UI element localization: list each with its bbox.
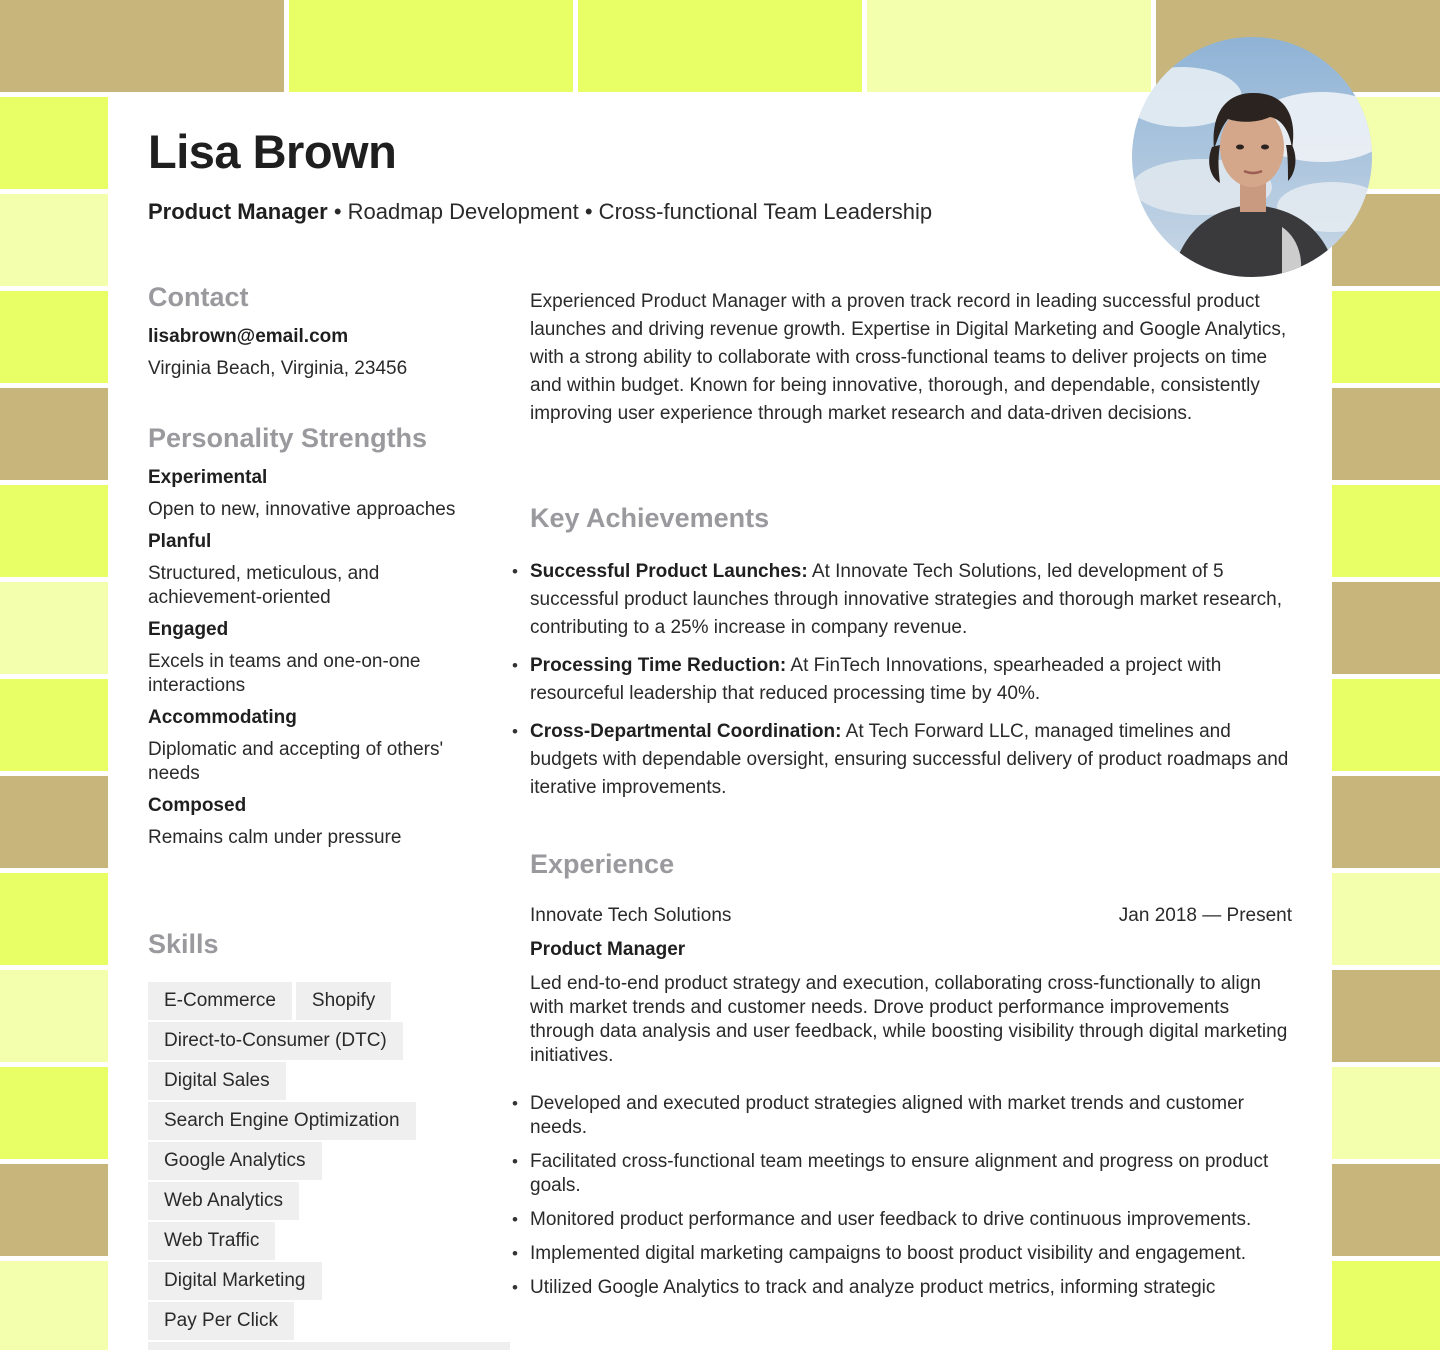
role-description: Led end-to-end product strategy and execution, collaborating cross-functionally to align with market trends and customer needs. Drove product performance improvements through data analysis and user feedback, while boosting visibility through digital marketing initiatives. (530, 973, 1288, 1066)
bg-tile (0, 1164, 108, 1256)
bg-tile (0, 1067, 108, 1159)
bg-tile (1332, 582, 1440, 674)
bg-tile (0, 291, 108, 383)
achievement-text: At FinTech Innovations, spearheaded a project with resourceful leadership that reduced processing time by 40%. (530, 655, 1222, 704)
profile-photo (1132, 37, 1372, 277)
strength-item (148, 794, 468, 850)
bg-tile (1332, 291, 1440, 383)
experience-bullet: • Implemented digital marketing campaigns to boost product visibility and engagement. (530, 1242, 1292, 1266)
candidate-name: Lisa Brown (148, 125, 397, 178)
strength-item (148, 618, 468, 698)
bg-tile (0, 388, 108, 480)
achievement-item (530, 558, 1292, 642)
achievement-text: At Innovate Tech Solutions, led development of 5 successful product launches through innovative strategies and thorough market research, contributing to a 25% increase in company revenue. (530, 561, 1282, 638)
experience-bullet: • Utilized Google Analytics to track and analyze product metrics, informing strategic (530, 1276, 1292, 1300)
job-title: Product Manager (148, 199, 328, 224)
strength-item (148, 530, 468, 610)
bg-tile (1332, 679, 1440, 771)
strength-title: Experimental (148, 467, 268, 488)
experience-bullet: • Facilitated cross-functional team meetings to ensure alignment and progress on product goals. (530, 1150, 1292, 1198)
skills-heading: Skills (148, 929, 219, 959)
bg-tile (0, 485, 108, 577)
achievement-title: Processing Time Reduction: (530, 655, 787, 676)
strength-desc: Remains calm under pressure (148, 827, 402, 848)
strength-item (148, 466, 468, 522)
employment-dates: Jan 2018 — Present (1118, 905, 1292, 926)
experience-header-row (530, 902, 1292, 930)
skill-chip: Google Analytics (148, 1142, 322, 1180)
skill-chip: Shopify (296, 982, 391, 1020)
strength-title: Accommodating (148, 707, 297, 728)
contact-heading: Contact (148, 282, 249, 312)
achievement-item (530, 718, 1292, 802)
bg-tile (0, 1261, 108, 1350)
experience-heading: Experience (530, 849, 675, 879)
bg-tile (1332, 776, 1440, 868)
bg-tile (578, 0, 862, 92)
achievement-item (530, 652, 1292, 708)
bg-tile (1332, 485, 1440, 577)
strength-title: Composed (148, 795, 247, 816)
strength-desc: Open to new, innovative approaches (148, 499, 456, 520)
bg-tile (1332, 873, 1440, 965)
bg-tile (1332, 970, 1440, 1062)
bg-tile (1332, 1164, 1440, 1256)
bg-tile (0, 194, 108, 286)
contact-section (148, 282, 478, 381)
experience-bullet: • Developed and executed product strategies aligned with market trends and customer needs. (530, 1092, 1292, 1140)
strength-desc: Structured, meticulous, and achievement-oriented (148, 563, 380, 608)
skill-chip-partial (148, 1342, 510, 1350)
skill-chip: E-Commerce (148, 982, 292, 1020)
bg-tile (1332, 1067, 1440, 1159)
strength-desc: Excels in teams and one-on-one interactions (148, 651, 421, 696)
skill-chip: Web Analytics (148, 1182, 299, 1220)
experience-section (530, 849, 1292, 880)
skill-chip: Digital Sales (148, 1062, 286, 1100)
headline (148, 199, 932, 225)
bg-tile (0, 970, 108, 1062)
bg-tile (0, 97, 108, 189)
bg-tile (1332, 388, 1440, 480)
skill-chip: Web Traffic (148, 1222, 275, 1260)
skill-chip: Pay Per Click (148, 1302, 294, 1340)
bg-tile (867, 0, 1151, 92)
skill-chip: Digital Marketing (148, 1262, 322, 1300)
summary: Experienced Product Manager with a proven track record in leading successful product launches and driving revenue growth. Expertise in Digital Marketing and Google Analytics, with a strong ability to collaborate with cross-functional teams to deliver projects on time and within budget. Known for being innovative, thorough, and dependable, consistently improving user experience through market research and data-driven decisions. (530, 291, 1287, 424)
bg-tile (1332, 1261, 1440, 1350)
achievement-title: Cross-Departmental Coordination: (530, 721, 842, 742)
bg-tile (0, 776, 108, 868)
achievement-text: At Tech Forward LLC, managed timelines and budgets with dependable oversight, ensuring successful delivery of product roadmaps and iterative improvements. (530, 721, 1289, 798)
contact-email[interactable]: lisabrown@email.com (148, 326, 349, 347)
company-name: Innovate Tech Solutions (530, 905, 732, 926)
strength-desc: Diplomatic and accepting of others' needs (148, 739, 444, 784)
experience-bullet: • Monitored product performance and user feedback to drive continuous improvements. (530, 1208, 1292, 1232)
skill-chip: Direct-to-Consumer (DTC) (148, 1022, 403, 1060)
headline-tagline: • Roadmap Development • Cross-functional Team Leadership (327, 199, 933, 224)
achievements-list (530, 558, 1292, 802)
strengths-heading: Personality Strengths (148, 423, 428, 453)
skills-list (148, 982, 510, 1350)
achievements-heading: Key Achievements (530, 503, 770, 533)
achievement-title: Successful Product Launches: (530, 561, 808, 582)
strengths-section (148, 423, 468, 850)
bg-tile (0, 0, 284, 92)
role-title: Product Manager (530, 939, 686, 960)
bg-tile (0, 582, 108, 674)
bg-tile (0, 873, 108, 965)
bg-tile (0, 679, 108, 771)
bg-tile (289, 0, 573, 92)
contact-location: Virginia Beach, Virginia, 23456 (148, 358, 408, 379)
skill-chip: Search Engine Optimization (148, 1102, 416, 1140)
strength-item (148, 706, 468, 786)
achievements-section (530, 503, 1292, 534)
strength-title: Planful (148, 531, 212, 552)
strength-title: Engaged (148, 619, 229, 640)
skills-section (148, 929, 478, 960)
experience-bullets (530, 1092, 1292, 1300)
